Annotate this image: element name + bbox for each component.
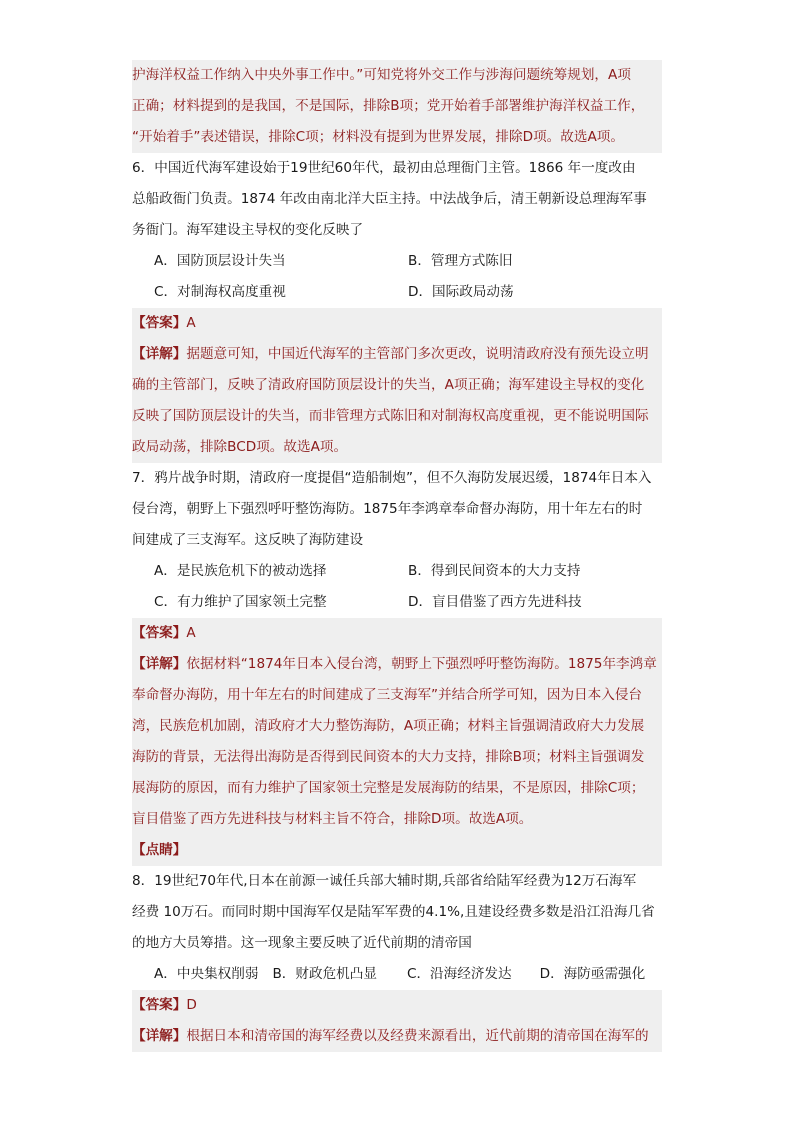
detail-label: 【详解】 (132, 1028, 187, 1044)
detail-line: 奉命督办海防，用十年左右的时间建成了三支海军”并结合所学可知，因为日本入侵台 (132, 680, 662, 711)
question-stem-line: 6．中国近代海军建设始于19世纪60年代，最初由总理衙门主管。1866 年一度改由 (132, 160, 636, 176)
detail-line (132, 649, 662, 680)
answer-value: A (186, 315, 196, 331)
detail-line: “开始着手”表述错误，排除C项；材料没有提到为世界发展，排除D项。故选A项。 (132, 122, 662, 153)
answer-label: 【答案】 (132, 315, 187, 331)
question-stem-line: 务衙门。海军建设主导权的变化反映了 (132, 222, 364, 238)
option-a: A．是民族危机下的被动选择 (154, 563, 327, 579)
answer-value: D (186, 997, 197, 1013)
answer-line (132, 618, 662, 649)
options-row (132, 587, 662, 618)
detail-label: 【详解】 (132, 656, 187, 672)
answer-block (132, 990, 662, 1052)
question-stem-line: 的地方大员筹措。这一现象主要反映了近代前期的清帝国 (132, 935, 472, 951)
detail-text: 依据材料“1874年日本入侵台湾，朝野上下强烈呼吁整饬海防。1875年李鸿章 (186, 656, 657, 672)
comment-line (132, 835, 662, 866)
answer-label: 【答案】 (132, 625, 187, 641)
option-b: B．得到民间资本的大力支持 (408, 563, 581, 579)
option-c: C．有力维护了国家领土完整 (154, 594, 327, 610)
detail-label: 【详解】 (132, 346, 187, 362)
question-8 (132, 866, 662, 1052)
question-stem-line: 总船政衙门负责。1874 年改由南北洋大臣主持。中法战争后，清王朝新设总理海军事 (132, 191, 647, 207)
detail-line: 确的主管部门，反映了清政府国防顶层设计的失当，A项正确；海军建设主导权的变化 (132, 370, 662, 401)
detail-text: 据题意可知，中国近代海军的主管部门多次更改，说明清政府没有预先设立明 (186, 346, 649, 362)
question-7 (132, 463, 662, 866)
option-c: C．对制海权高度重视 (154, 284, 286, 300)
option-b: B．管理方式陈旧 (408, 253, 513, 269)
question-stem-line: 间建成了三支海军。这反映了海防建设 (132, 532, 364, 548)
detail-line: 反映了国防顶层设计的失当，而非管理方式陈旧和对制海权高度重视，更不能说明国际 (132, 401, 662, 432)
detail-line (132, 1021, 662, 1052)
detail-line: 护海洋权益工作纳入中央外事工作中。”可知党将外交工作与涉海问题统筹规划，A项 (132, 60, 662, 91)
previous-answer-detail (132, 60, 662, 153)
option-a: A．中央集权削弱 (154, 966, 259, 982)
answer-value: A (186, 625, 196, 641)
question-stem-line: 经费 10万石。而同时期中国海军仅是陆军军费的4.1%,且建设经费多数是沿江沿海几省 (132, 904, 655, 920)
detail-line: 正确；材料提到的是我国，不是国际，排除B项；党开始着手部署维护海洋权益工作， (132, 91, 662, 122)
comment-label: 【点睛】 (132, 842, 187, 858)
option-c: C．沿海经济发达 (406, 966, 512, 982)
question-6 (132, 153, 662, 463)
option-d: D．海防亟需强化 (539, 966, 646, 982)
answer-line (132, 990, 662, 1021)
options-row (132, 277, 662, 308)
option-d: D．盲目借鉴了西方先进科技 (408, 594, 582, 610)
detail-line: 展海防的原因，而有力维护了国家领土完整是发展海防的结果，不是原因，排除C项； (132, 773, 662, 804)
question-stem-line: 7．鸦片战争时期，清政府一度提倡“造船制炮”，但不久海防发展迟缓，1874年日本入 (132, 470, 652, 486)
answer-label: 【答案】 (132, 997, 187, 1013)
answer-line (132, 308, 662, 339)
option-b: B．财政危机凸显 (272, 966, 377, 982)
detail-text: 根据日本和清帝国的海军经费以及经费来源看出，近代前期的清帝国在海军的 (186, 1028, 649, 1044)
options-row (132, 959, 662, 990)
options-row (132, 246, 662, 277)
question-stem-line: 侵台湾，朝野上下强烈呼吁整饬海防。1875年李鸿章奉命督办海防，用十年左右的时 (132, 501, 643, 517)
detail-line: 湾，民族危机加剧，清政府才大力整饬海防，A项正确；材料主旨强调清政府大力发展 (132, 711, 662, 742)
detail-line: 政局动荡，排除BCD项。故选A项。 (132, 432, 662, 463)
answer-block (132, 308, 662, 463)
answer-block (132, 618, 662, 866)
option-d: D．国际政局动荡 (408, 284, 514, 300)
detail-line: 海防的背景，无法得出海防是否得到民间资本的大力支持，排除B项；材料主旨强调发 (132, 742, 662, 773)
question-stem-line: 8．19世纪70年代,日本在前源一诚任兵部大辅时期,兵部省给陆军经费为12万石海军 (132, 873, 637, 889)
option-a: A．国防顶层设计失当 (154, 253, 286, 269)
detail-line: 盲目借鉴了西方先进科技与材料主旨不符合，排除D项。故选A项。 (132, 804, 662, 835)
document-page (132, 60, 662, 1052)
options-row (132, 556, 662, 587)
detail-line (132, 339, 662, 370)
